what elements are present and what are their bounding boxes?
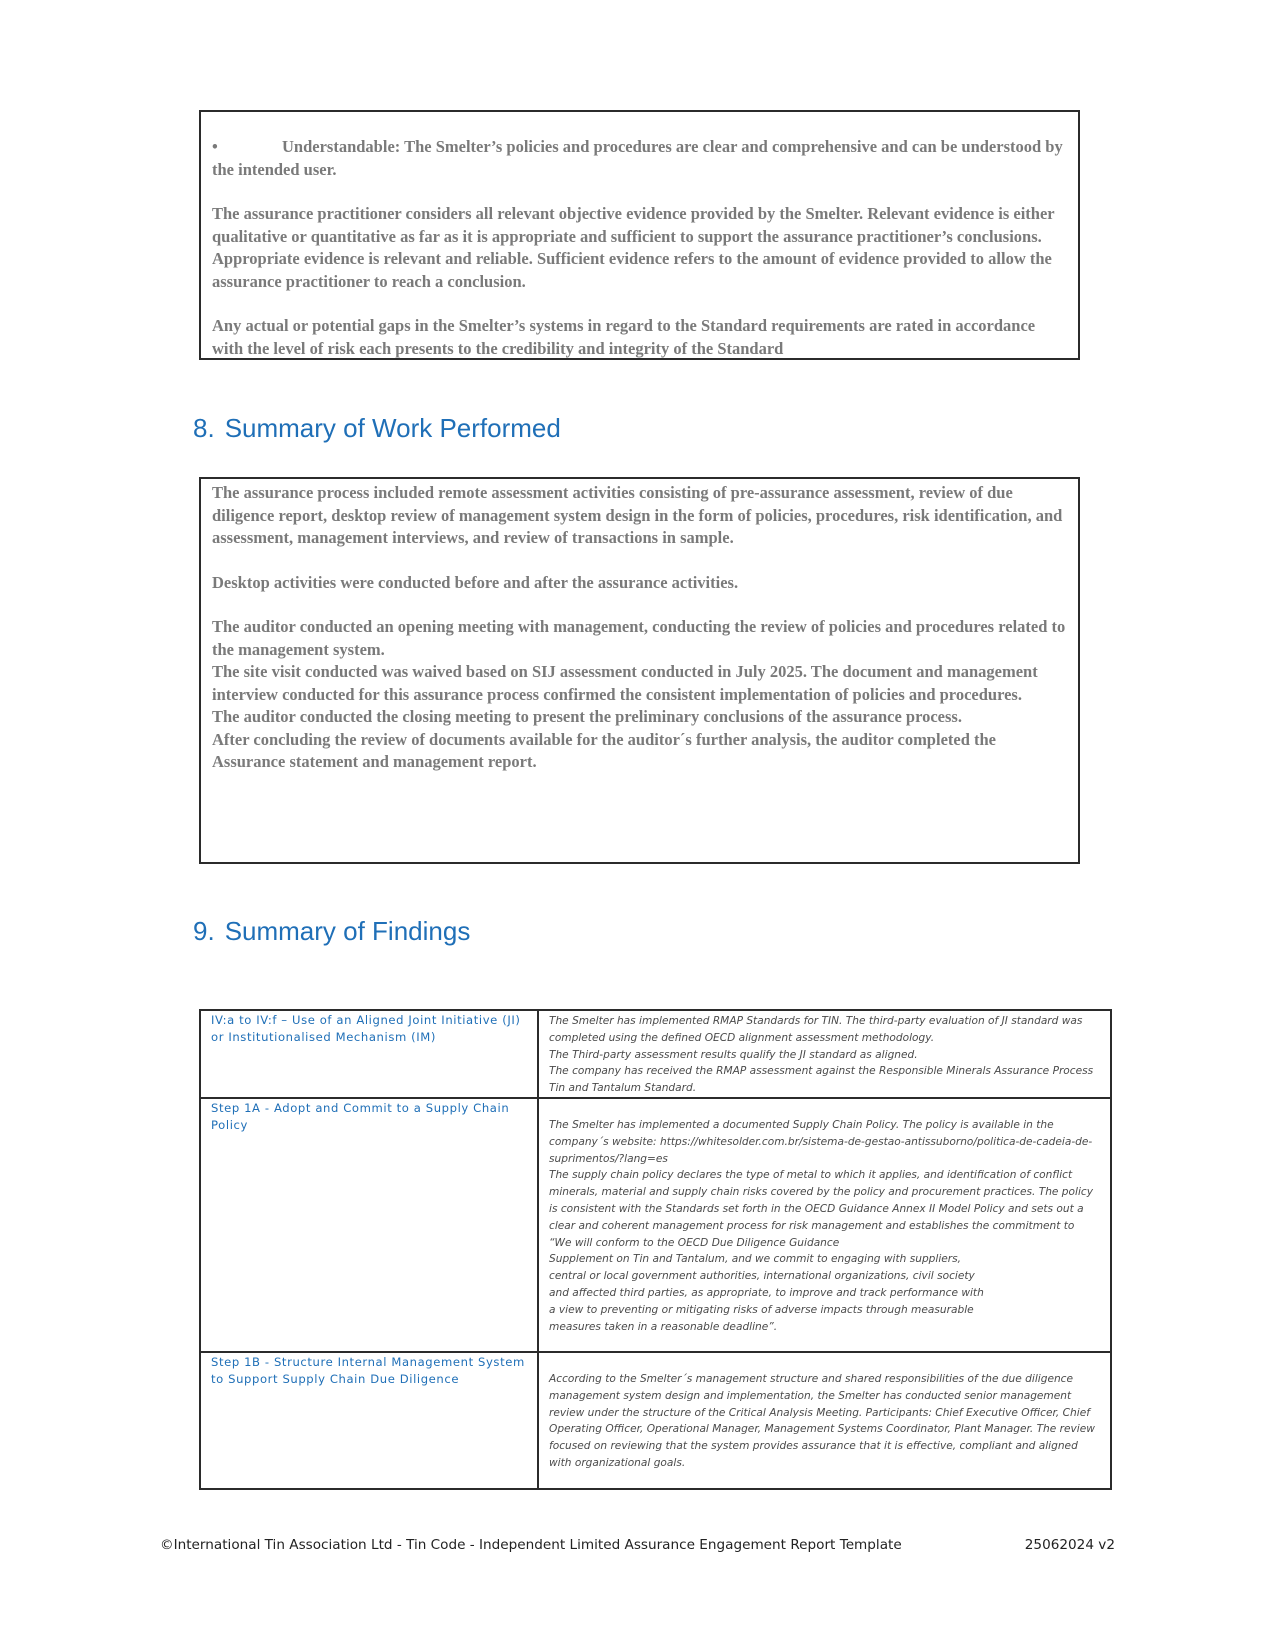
footer-copyright: ©International Tin Association Ltd - Tin Code - Independent Limited Assurance Engagement Report Template [160,1537,902,1553]
finding-line: The Smelter has implemented a documented Supply Chain Policy. The policy is available in the company´s website: https://whitesolder.com.br/sistema-de-gestao-antissuborno/politica-de-cadeia-de-suprimentos/?lang=es [549,1118,1093,1165]
work-paragraph-6: After concluding the review of documents available for the auditor´s further analysis, the auditor completed the Assurance statement and management report. [212,729,997,771]
finding-line: measures taken in a reasonable deadline”. [549,1320,778,1333]
bullet-glyph: • [212,137,218,156]
table-row [200,1352,1111,1489]
assurance-criteria-box [199,110,1080,360]
finding-cell [538,1010,1111,1098]
section-8-title: Summary of Work Performed [224,413,561,443]
requirement-cell: Step 1B - Structure Internal Management System to Support Supply Chain Due Diligence [200,1352,538,1489]
gaps-paragraph: Any actual or potential gaps in the Smelter’s systems in regard to the Standard requirements are rated in accordance with the level of risk each presents to the credibility and integrity of the Standard [212,316,1036,358]
evidence-paragraph: The assurance practitioner considers all relevant objective evidence provided by the Smelter. Relevant evidence is either qualitative or quantitative as far as it is appropriate and sufficient to support the assurance practitioner’s conclusions. Appropriate evidence is relevant and reliable. Sufficient evidence refers to the amount of evidence provided to allow the assurance practitioner to reach a conclusion. [212,204,1055,291]
work-paragraph-3: The auditor conducted an opening meeting with management, conducting the review of policies and procedures related to the management system. [212,617,1066,659]
footer-version: 25062024 v2 [1024,1537,1115,1553]
finding-line: a view to preventing or mitigating risks of adverse impacts through measurable [549,1303,974,1316]
requirement-cell: IV:a to IV:f – Use of an Aligned Joint Initiative (JI) or Institutionalised Mechanism (IM) [200,1010,538,1098]
finding-cell [538,1352,1111,1489]
section-9-heading [193,916,470,947]
table-row [200,1010,1111,1098]
findings-table [199,1009,1112,1490]
understandable-paragraph [212,136,1068,181]
work-paragraph-2: Desktop activities were conducted before and after the assurance activities. [212,572,739,592]
page-footer [160,1537,1115,1553]
requirement-cell: Step 1A - Adopt and Commit to a Supply Chain Policy [200,1098,538,1352]
finding-line: The supply chain policy declares the type of metal to which it applies, and identification of conflict minerals, material and supply chain risks covered by the policy and procurement practices. The policy is consistent with the Standards set forth in the OECD Guidance Annex II Model Policy and sets out a clear and coherent management process for risk management and establishes the commitment to “We will conform to the OECD Due Diligence Guidance [549,1169,1093,1249]
section-9-number: 9. [193,916,215,946]
finding-line: The Smelter has implemented RMAP Standards for TIN. The third-party evaluation of JI standard was completed using the defined OECD alignment assessment methodology. [549,1015,1083,1044]
finding-line: The company has received the RMAP assessment against the Responsible Minerals Assurance Process Tin and Tantalum Standard. [549,1065,1094,1095]
finding-line: The Third-party assessment results qualify the JI standard as aligned. [549,1048,918,1061]
finding-cell [538,1098,1111,1352]
understandable-text: Understandable: The Smelter’s policies and procedures are clear and comprehensive and can be understood by the intended user. [212,137,1063,179]
work-paragraph-5: The auditor conducted the closing meeting to present the preliminary conclusions of the assurance process. [212,707,962,726]
work-paragraph-4: The site visit conducted was waived based on SIJ assessment conducted in July 2025. The document and management interview conducted for this assurance process confirmed the consistent implementation of policies and procedures. [212,662,1038,704]
section-9-title: Summary of Findings [224,916,471,946]
finding-line: central or local government authorities, international organizations, civil society [549,1270,975,1283]
work-paragraph-1: The assurance process included remote assessment activities consisting of pre-assurance assessment, review of due diligence report, desktop review of management system design in the form of policies, procedures, risk identification, and assessment, management interviews, and review of transactions in sample. [212,483,1063,547]
work-performed-box [199,477,1080,864]
finding-line: According to the Smelter´s management structure and shared responsibilities of the due diligence management system design and implementation, the Smelter has conducted senior management review under the structure of the Critical Analysis Meeting. Participants: Chief Executive Officer, Chief Operating Officer, Operational Manager, Management Systems Coordinator, Plant Manager. The review focused on reviewing that the system provides assurance that it is effective, compliant and aligned with organizational goals. [549,1372,1095,1469]
finding-line: Supplement on Tin and Tantalum, and we commit to engaging with suppliers, [549,1253,962,1266]
section-8-number: 8. [193,413,215,443]
section-8-heading [193,413,561,444]
table-row [200,1098,1111,1352]
finding-line: and affected third parties, as appropriate, to improve and track performance with [549,1286,984,1299]
